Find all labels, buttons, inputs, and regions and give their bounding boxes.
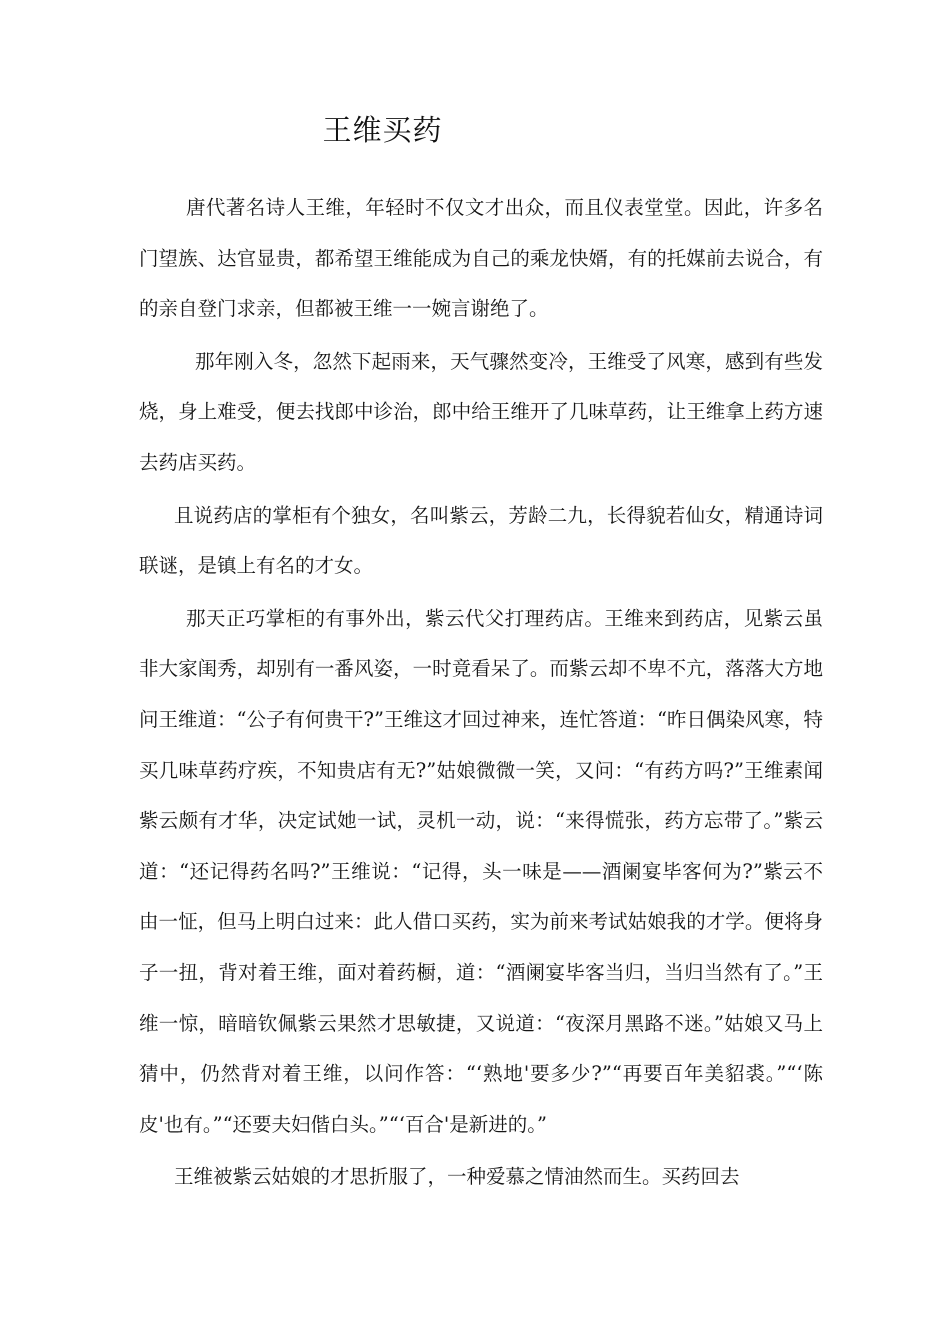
paragraph-3: 且说药店的掌柜有个独女，名叫紫云，芳龄二九，长得貌若仙女，精通诗词联谜，是镇上有名的才女。 <box>139 503 823 578</box>
document-body <box>139 183 823 1205</box>
paragraph-1: 唐代著名诗人王维，年轻时不仅文才出众，而且仪表堂堂。因此，许多名门望族、达官显贵，都希望王维能成为自己的乘龙快婿，有的托媒前去说合，有的亲自登门求亲，但都被王维一一婉言谢绝了。 <box>139 196 823 321</box>
paragraph-4: 那天正巧掌柜的有事外出，紫云代父打理药店。王维来到药店，见紫云虽非大家闺秀，却别有一番风姿，一时竟看呆了。而紫云却不卑不亢，落落大方地问王维道：“公子有何贵干?”王维这才回过神来，连忙答道：“昨日偶染风寒，特买几味草药疗疾，不知贵店有无?”姑娘微微一笑，又问：“有药方吗?”王维素闻紫云颇有才华，决定试她一试，灵机一动，说：“来得慌张，药方忘带了。”紫云道：“还记得药名吗?”王维说：“记得，头一味是——酒阑宴毕客何为?”紫云不由一怔，但马上明白过来：此人借口买药，实为前来考试姑娘我的才学。便将身子一扭，背对着王维，面对着药橱，道：“酒阑宴毕客当归，当归当然有了。”王维一惊，暗暗钦佩紫云果然才思敏捷，又说道：“夜深月黑路不迷。”姑娘又马上猜中，仍然背对着王维，以问作答：“‘熟地'要多少?”“再要百年美貂裘。”“‘陈皮'也有。”“还要夫妇偕白头。”“‘百合'是新进的。” <box>139 606 823 1136</box>
paragraph-2: 那年刚入冬，忽然下起雨来，天气骤然变冷，王维受了风寒，感到有些发烧，身上难受，便去找郎中诊治，郎中给王维开了几味草药，让王维拿上药方速去药店买药。 <box>139 349 823 474</box>
document-title: 王维买药 <box>322 113 443 147</box>
paragraph-5: 王维被紫云姑娘的才思折服了，一种爱慕之情油然而生。买药回去 <box>174 1165 740 1189</box>
